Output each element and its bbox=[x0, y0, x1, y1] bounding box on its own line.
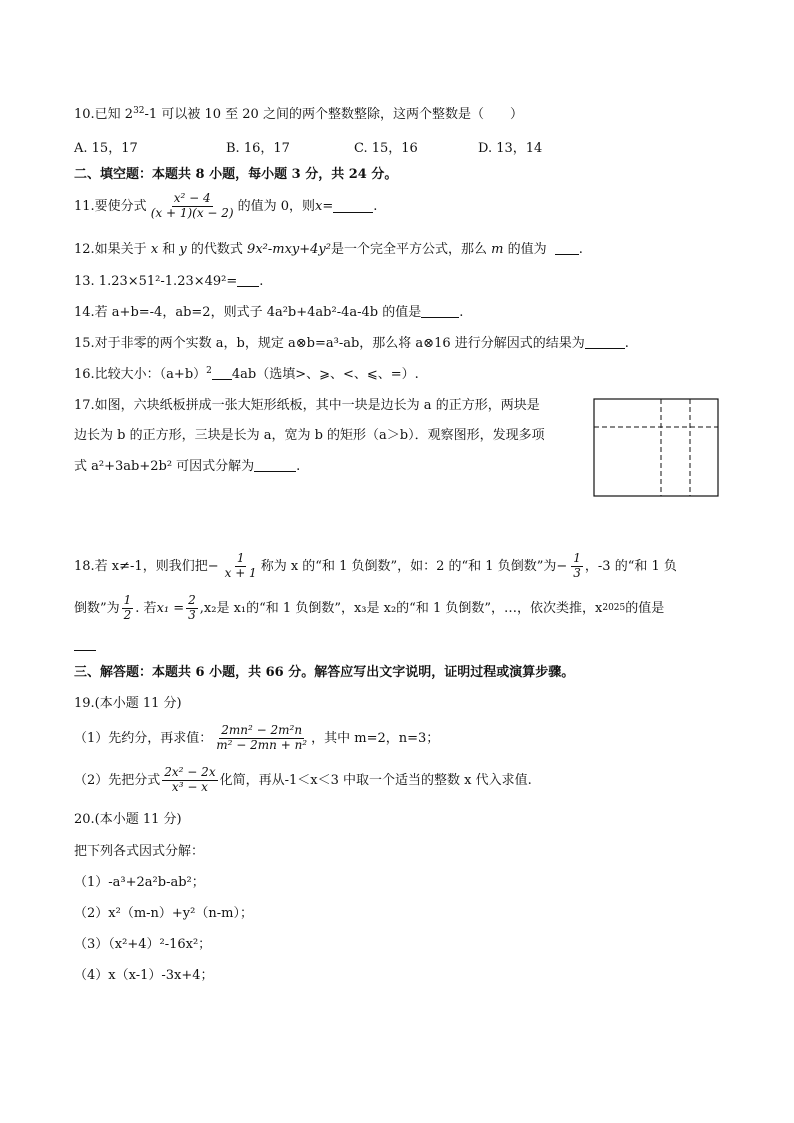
question-19-part2: （2）先把分式 $\frac{\text{2x² − 2x}}{\text{x³ − x}}$ 化简，再从-1＜x＜3 中取一个适当的整数 x 代入求值. bbox=[74, 765, 532, 794]
question-16: 16.比较大小：$(a+b)^2$ 4ab（选填>、⩾、<、⩽、=）. bbox=[74, 366, 419, 382]
section-3-heading: 三、解答题：本题共 6 小题，共 66 分。解答应写出文字说明，证明过程或演算步骤。 bbox=[74, 665, 575, 680]
q18-fraction-2: $\frac{1}{3}$ bbox=[573, 551, 581, 580]
question-20-title: 20.(本小题 11 分) bbox=[74, 812, 182, 827]
answer-blank[interactable] bbox=[333, 200, 373, 213]
question-13: 13. 1.23×51²-1.23×49²= . bbox=[74, 274, 264, 289]
q18-fraction-3: $\frac{1}{2}$ bbox=[123, 593, 132, 622]
q18-fraction-1: $\frac{1}{x + 1}$ bbox=[224, 551, 257, 580]
q19-fraction-2: $\frac{\text{2x² − 2x}}{\text{x³ − x}}$ bbox=[164, 765, 216, 794]
q19-fraction-1: $\frac{\text{2mn² − 2m²n}}{\text{m² − 2mn + n²}}$ bbox=[216, 723, 308, 752]
answer-blank[interactable] bbox=[74, 638, 96, 651]
q18-fraction-4: $\frac{2}{3}$ bbox=[188, 593, 196, 622]
question-19-title: 19.(本小题 11 分) bbox=[74, 696, 182, 711]
rectangle-figure bbox=[593, 398, 719, 497]
answer-blank[interactable] bbox=[421, 305, 459, 318]
figure-outer-rect bbox=[594, 399, 718, 496]
question-10: 10.已知 $2^{32}-1$ 可以被 10 至 20 之间的两个整数整除，这两个整数是（ ） bbox=[74, 106, 523, 122]
option-c: C. 15，16 bbox=[354, 141, 418, 156]
question-17-line3: 式 a²+3ab+2b² 可因式分解为 . bbox=[74, 459, 301, 474]
question-20-item-4: （4）x（x-1）-3x+4； bbox=[74, 968, 214, 983]
question-19-part1: （1）先约分，再求值： $\frac{\text{2mn² − 2m²n}}{\text{m² − 2mn + n²}}$ ，其中 m=2，n=3； bbox=[74, 723, 440, 752]
question-17-line2: 边长为 b 的正方形，三块是长为 a，宽为 b 的矩形（a＞b）．观察图形，发现多项 bbox=[74, 428, 545, 443]
question-20-item-2: （2）x²（m-n）+y²（n-m）； bbox=[74, 906, 253, 921]
question-18-line2: 倒数”为 $\frac{1}{2}$ . 若 x₁ = $\frac{2}{3}$ ,x₂是 x₁的“和 1 负倒数”，x₃是 x₂的“和 1 负倒数”，…，依次类推，x 2025 的值是 bbox=[74, 593, 665, 622]
section-2-heading: 二、填空题：本题共 8 小题，每小题 3 分，共 24 分。 bbox=[74, 167, 398, 182]
answer-blank[interactable] bbox=[555, 242, 579, 255]
question-11: 11.要使分式 $\frac{\text{x² − 4}}{(x + 1)(x - 2)}$ 的值为 0，则 x = . bbox=[74, 191, 378, 220]
question-15: 15.对于非零的两个实数 a，b，规定 a⊗b=a³-ab，那么将 a⊗16 进行分解因式的结果为 . bbox=[74, 336, 629, 351]
option-a: A. 15，17 bbox=[74, 141, 138, 156]
option-b: B. 16，17 bbox=[226, 141, 290, 156]
question-17-line1: 17.如图，六块纸板拼成一张大矩形纸板，其中一块是边长为 a 的正方形，两块是 bbox=[74, 398, 540, 413]
answer-blank[interactable] bbox=[237, 274, 259, 287]
question-12: 12.如果关于 x 和 y 的代数式 9x²-mxy+4y²是一个完全平方公式，那么 m 的值为 . bbox=[74, 242, 583, 257]
question-14: 14.若 a+b=-4，ab=2，则式子 4a²b+4ab²-4a-4b 的值是 . bbox=[74, 305, 464, 320]
question-18-line1: 18.若 x≠-1，则我们把 − $\frac{1}{x + 1}$ 称为 x 的“和 1 负倒数”，如：2 的“和 1 负倒数”为 − $\frac{1}{3}$ ，-3 的“和 1 负 bbox=[74, 551, 677, 580]
option-d: D. 13，14 bbox=[478, 141, 543, 156]
question-20-item-1: （1）-a³+2a²b-ab²； bbox=[74, 875, 205, 890]
question-20-intro: 把下列各式因式分解： bbox=[74, 844, 205, 859]
question-20-item-3: （3）（x²+4）²-16x²； bbox=[74, 937, 212, 952]
answer-blank[interactable] bbox=[585, 336, 625, 349]
answer-blank[interactable] bbox=[212, 367, 232, 380]
q11-fraction: $\frac{\text{x² − 4}}{(x + 1)(x - 2)}$ bbox=[150, 191, 234, 220]
answer-blank[interactable] bbox=[254, 459, 296, 472]
question-18-line3 bbox=[74, 638, 96, 652]
